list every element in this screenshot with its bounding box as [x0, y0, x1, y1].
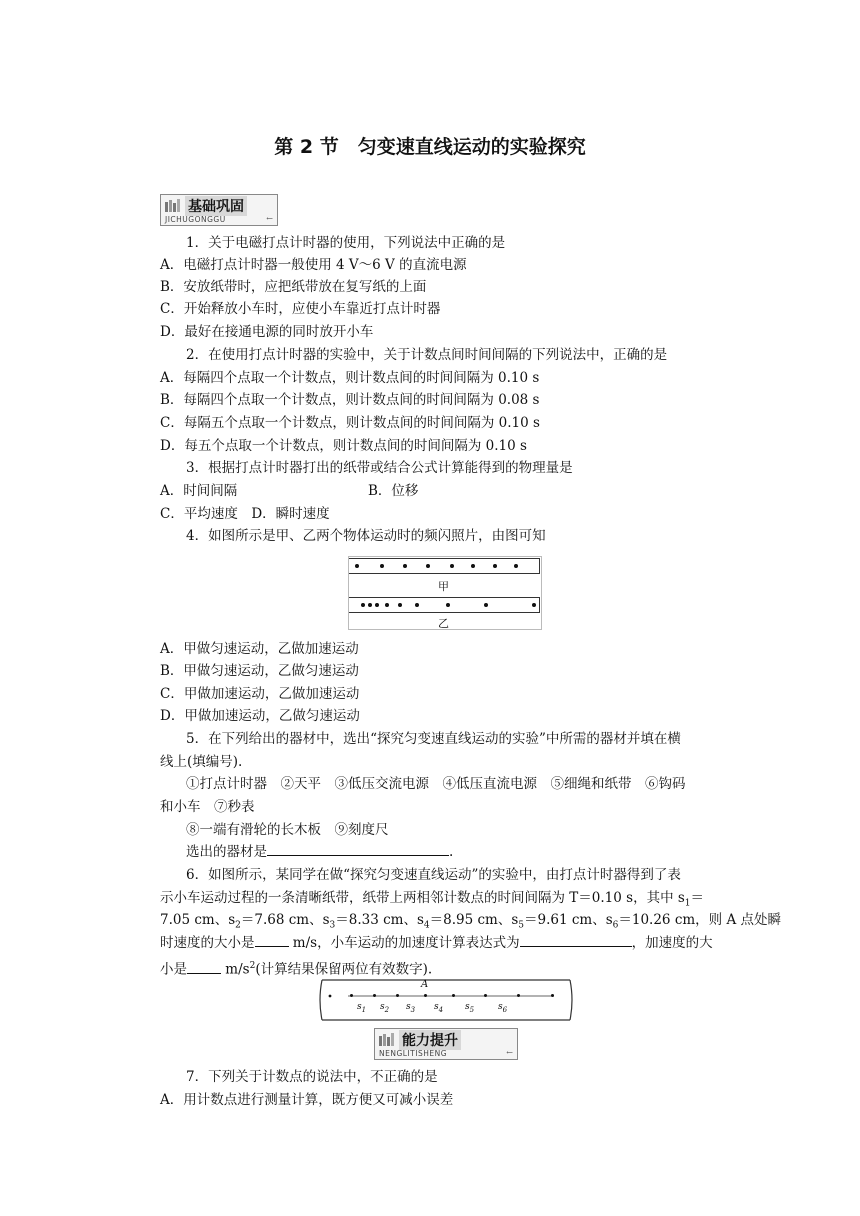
q6-s2-value: ＝7.68 cm、s [240, 912, 330, 928]
q6-line2: 示小车运动过程的一条清晰纸带，纸带上两相邻计数点的时间间隔为 T＝0.10 s，其中 $s_1=$ [160, 890, 705, 909]
label-jia: 甲 [438, 580, 449, 593]
q6-line1: 6．如图所示，某同学在做“探究匀变速直线运动”的实验中，由打点计时器得到了表 [186, 867, 681, 883]
q5-line1: 5．在下列给出的器材中，选出“探究匀变速直线运动的实验”中所需的器材并填在横 [186, 731, 681, 747]
tape-svg [318, 976, 574, 1024]
q1-option-a: A．电磁打点计时器一般使用 4 V～6 V 的直流电源 [160, 257, 467, 273]
q6-s3-value: ＝8.33 cm、s [335, 912, 424, 928]
q1-option-d: D．最好在接通电源的同时放开小车 [160, 324, 374, 340]
q5-line5: ⑧一端有滑轮的长木板 ⑨刻度尺 [186, 822, 389, 838]
page-title: 第 2 节 匀变速直线运动的实验探究 [274, 136, 586, 158]
q6-line5: 小是 $m/s^2$(计算结果保留两位有效数字). [160, 955, 740, 981]
q6-s4-value: ＝8.95 cm、s [429, 912, 519, 928]
q2-stem: 2．在使用打点计时器的实验中，关于计数点间时间间隔的下列说法中，正确的是 [186, 347, 668, 363]
q5-answer-prefix: 选出的器材是 [186, 844, 267, 860]
q5-answer-suffix: . [449, 844, 454, 860]
section-badge-label: 能力提升 [399, 1030, 461, 1050]
q4-stem: 4．如图所示是甲、乙两个物体运动时的频闪照片，由图可知 [186, 528, 546, 544]
q4-option-b: B．甲做匀速运动，乙做匀速运动 [160, 663, 359, 679]
q6-line4-mid: m/s，小车运动的加速度计算表达式为 [288, 935, 520, 951]
q6-s1-value: 7.05 cm、s [160, 912, 236, 928]
q2-option-a: A．每隔四个点取一个计数点，则计数点间的时间间隔为 0.10 s [160, 370, 540, 386]
q6-line2-eq: ＝ [690, 890, 705, 906]
q6-acceleration-blank[interactable] [187, 959, 221, 974]
q6-s6-value: ＝10.26 cm，则 A 点处瞬 [618, 912, 782, 928]
strobe-photo-figure [348, 556, 542, 629]
books-icon [164, 198, 182, 212]
q2-option-c: C．每隔五个点取一个计数点，则计数点间的时间间隔为 0.10 s [160, 415, 540, 431]
q5-line2: 线上(填编号). [160, 754, 243, 770]
q4-option-d: D．甲做加速运动，乙做匀速运动 [160, 708, 360, 724]
section-badge-advanced [374, 1028, 518, 1060]
arrow-icon: ← [266, 214, 273, 223]
tape-dot [373, 994, 376, 997]
q7-option-a: A．用计数点进行测量计算，既方便又可减小误差 [160, 1092, 454, 1108]
q1-option-c: C．开始释放小车时，应使小车靠近打点计时器 [160, 301, 441, 317]
ticker-tape-figure [318, 976, 574, 1024]
tape-dot [517, 994, 520, 997]
q3-stem: 3．根据打点计时器打出的纸带或结合公式计算能得到的物理量是 [186, 460, 573, 476]
q1-stem: 1．关于电磁打点计时器的使用，下列说法中正确的是 [186, 235, 506, 251]
q6-line5-end: (计算结果保留两位有效数字). [255, 961, 433, 978]
tape-label-s3: $s_3$ [406, 1002, 416, 1014]
label-yi: 乙 [438, 617, 449, 630]
q6-line3: 7.05 cm、$s_2=7.68$ cm、$s_3=8.33$ cm、$s_4=8.95$ cm、$s_5=9.61$ cm、$s_6=10.26$ cm，则 A 点处瞬 [160, 912, 782, 931]
tape-label-s5: $s_5$ [465, 1002, 475, 1014]
figure-border [348, 556, 542, 630]
q6-line5-text: 小是 [160, 961, 187, 978]
point-a-label: A [421, 979, 429, 990]
tape-label-s2: $s_2$ [380, 1002, 390, 1014]
q1-option-b: B．安放纸带时，应把纸带放在复写纸的上面 [160, 279, 427, 295]
q6-velocity-blank[interactable] [255, 932, 289, 947]
q5-answer-line [186, 841, 766, 863]
q5-line4: 和小车 ⑦秒表 [160, 799, 255, 815]
q3-option-cd: C．平均速度 D．瞬时速度 [160, 506, 330, 522]
q6-line4-text: 时速度的大小是 [160, 935, 255, 951]
q2-option-b: B．每隔四个点取一个计数点，则计数点间的时间间隔为 0.08 s [160, 392, 540, 408]
section-badge-basic [160, 194, 278, 226]
tape-dot [551, 994, 554, 997]
books-icon [378, 1032, 396, 1046]
q6-line2-text: 示小车运动过程的一条清晰纸带，纸带上两相邻计数点的时间间隔为 T＝0.10 s，其中 s [160, 890, 685, 906]
tape-label-s6: $s_6$ [498, 1002, 508, 1014]
tape-dot [452, 994, 455, 997]
q7-stem: 7．下列关于计数点的说法中，不正确的是 [186, 1069, 438, 1085]
section-badge-subtitle: NENGLITISHENG [379, 1049, 448, 1058]
q3-option-b: B．位移 [368, 483, 419, 499]
tape-dot [424, 994, 427, 997]
tape-dot [484, 994, 487, 997]
tape-dot [350, 994, 353, 997]
arrow-icon: ← [506, 1048, 513, 1057]
q4-option-c: C．甲做加速运动，乙做加速运动 [160, 686, 360, 702]
q6-line4-end: ，加速度的大 [631, 935, 713, 951]
q2-option-d: D．每五个点取一个计数点，则计数点间的时间间隔为 0.10 s [160, 438, 527, 454]
q6-s5-value: ＝9.61 cm、s [524, 912, 613, 928]
q6-unit: m/s [221, 961, 250, 978]
q5-answer-blank[interactable] [267, 841, 449, 856]
tape-label-s1: $s_1$ [357, 1002, 367, 1014]
tape-dot [396, 994, 399, 997]
q6-line4 [160, 932, 740, 954]
q6-expression-blank[interactable] [520, 932, 632, 947]
section-badge-subtitle: JICHUGONGGU [165, 215, 226, 224]
section-badge-label: 基础巩固 [185, 196, 247, 216]
q3-option-a: A．时间间隔 [160, 483, 238, 499]
tape-label-s4: $s_4$ [434, 1002, 444, 1014]
q4-option-a: A．甲做匀速运动，乙做加速运动 [160, 641, 359, 657]
q5-line3: ①打点计时器 ②天平 ③低压交流电源 ④低压直流电源 ⑤细绳和纸带 ⑥钩码 [186, 776, 686, 792]
